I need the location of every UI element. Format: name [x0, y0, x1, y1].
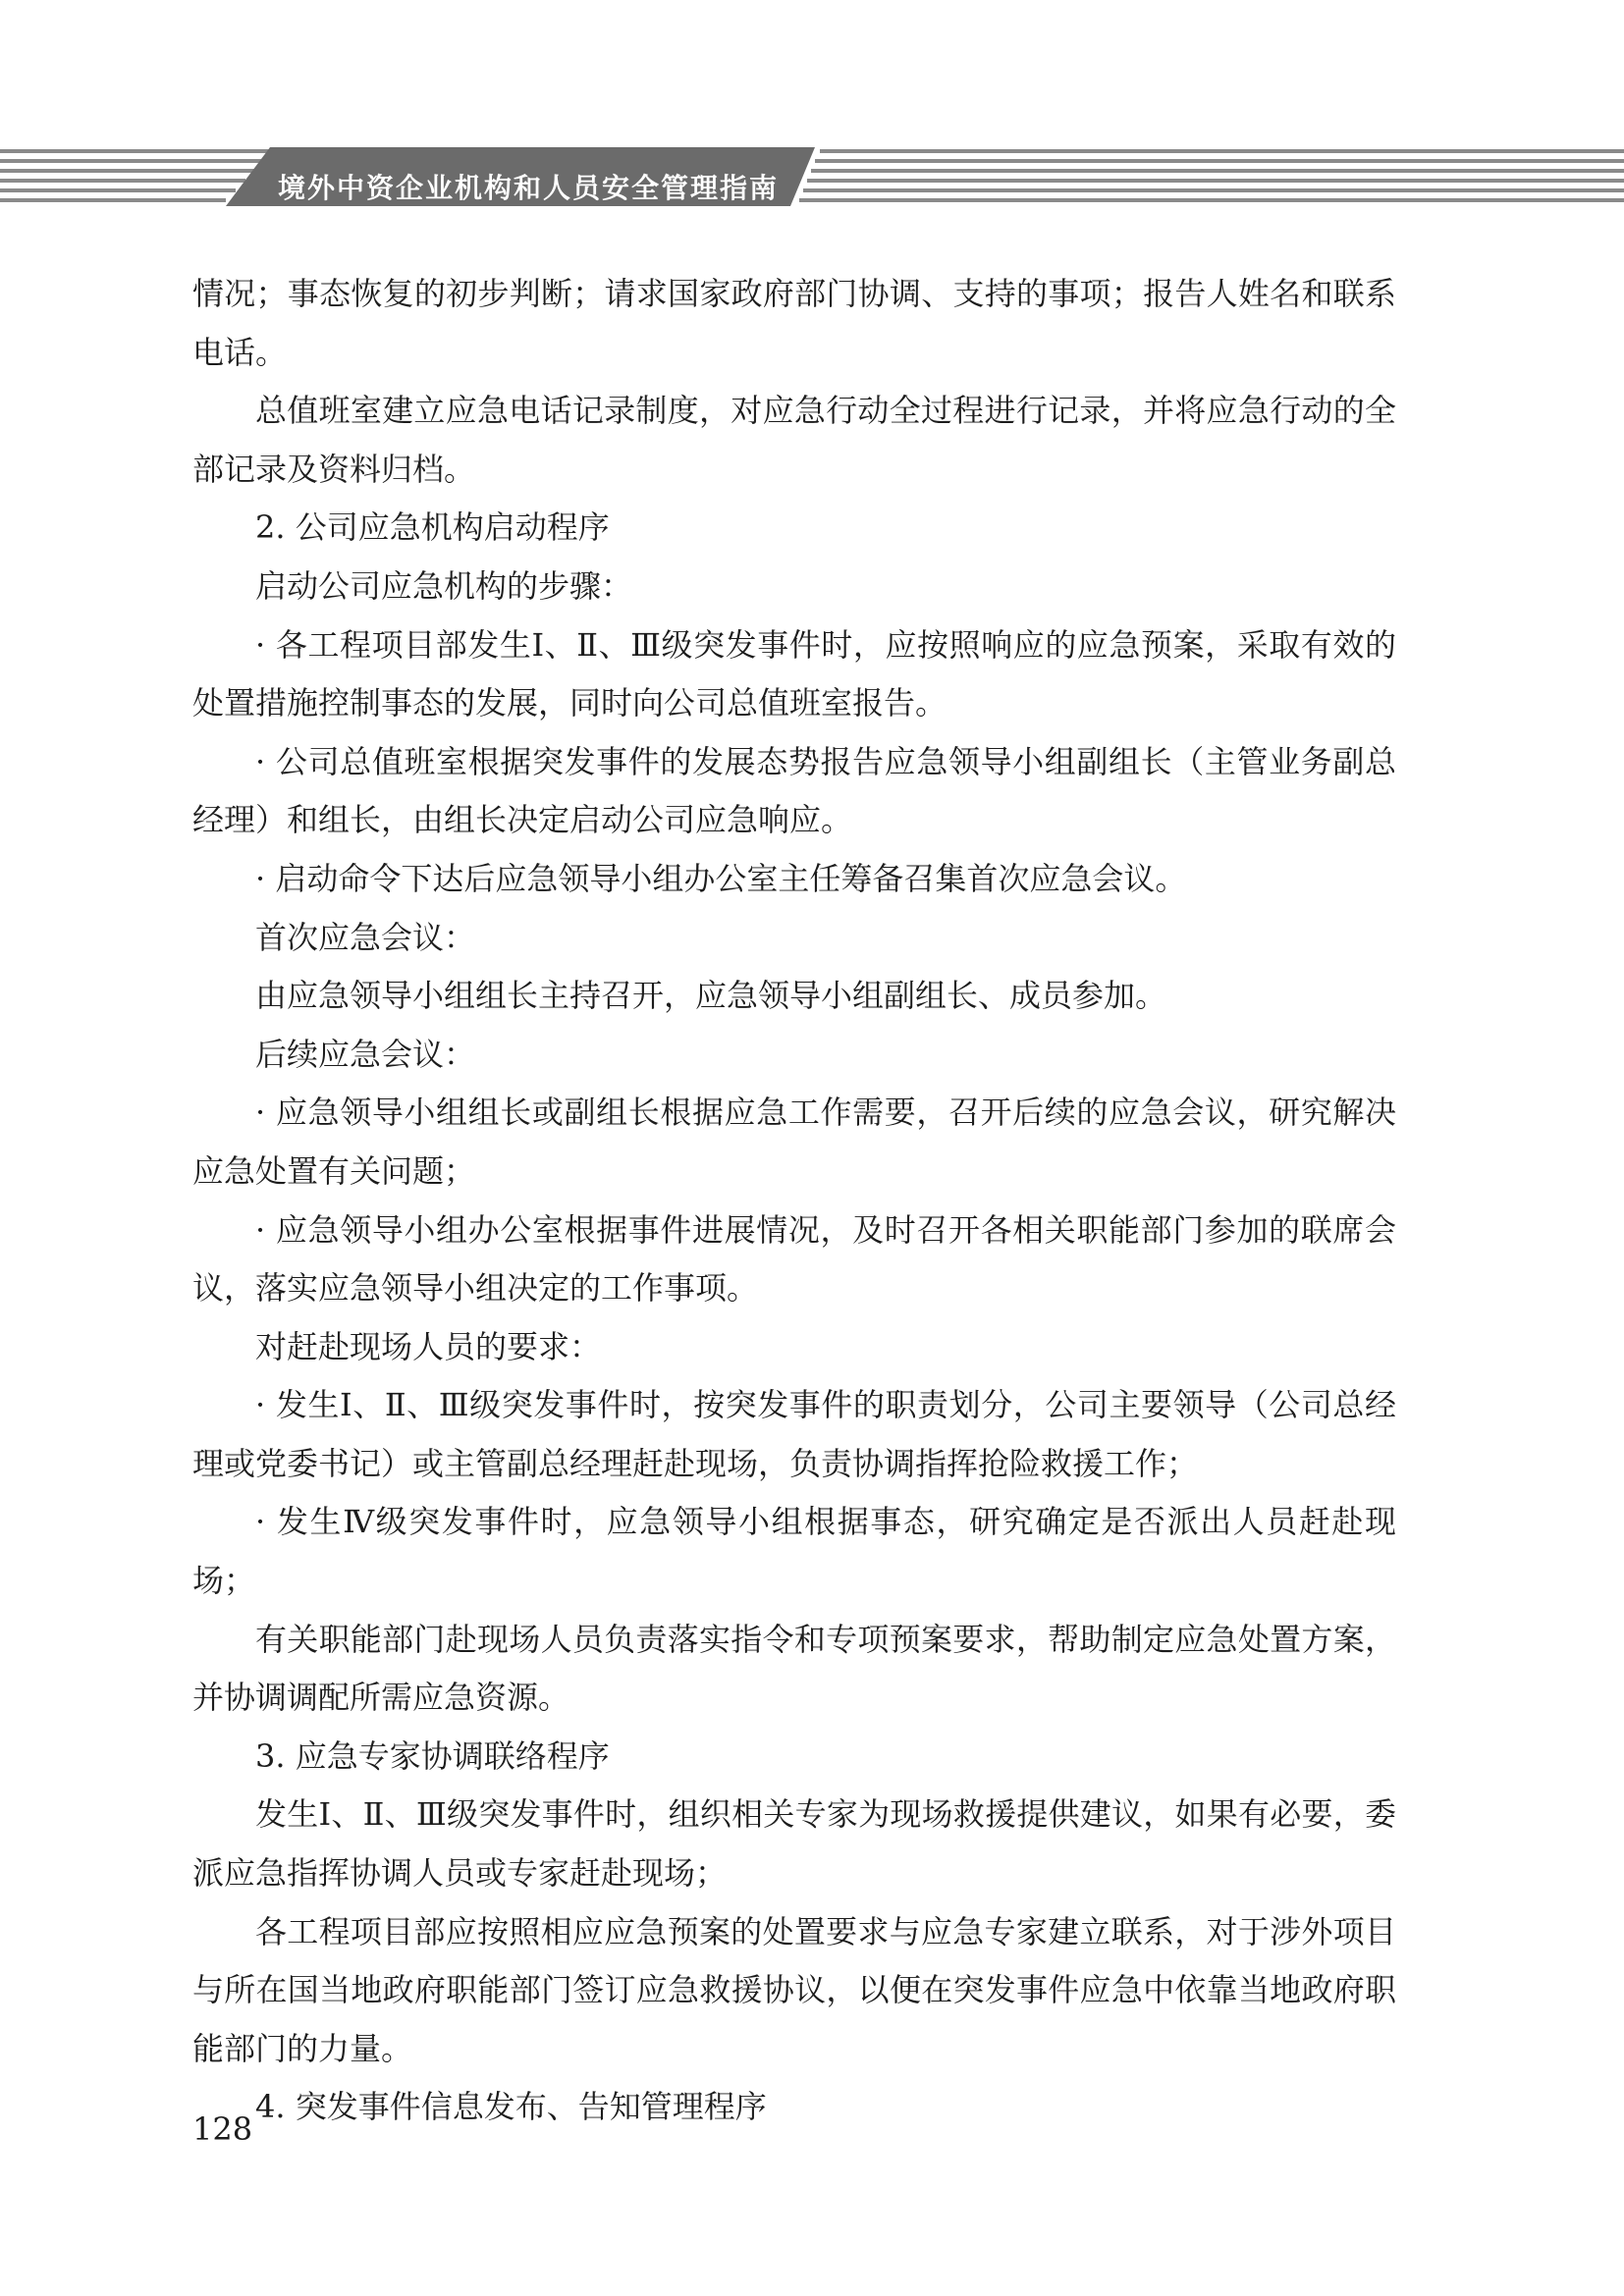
- header-band: [0, 147, 1624, 206]
- bullet-item: · 发生Ⅳ级突发事件时，应急领导小组根据事态，研究确定是否派出人员赶赴现场；: [192, 1503, 1396, 1600]
- paragraph: 启动公司应急机构的步骤：: [255, 566, 633, 605]
- section-heading: 3. 应急专家协调联络程序: [255, 1736, 610, 1775]
- paragraph: 各工程项目部应按照相应应急预案的处置要求与应急专家建立联系，对于涉外项目与所在国当地政府职能部门签订应急救援协议，以便在突发事件应急中依靠当地政府职能部门的力量。: [192, 1912, 1396, 2067]
- bullet-item: · 启动命令下达后应急领导小组办公室主任筹备召集首次应急会议。: [255, 859, 1187, 897]
- paragraph: 有关职能部门赴现场人员负责落实指令和专项预案要求，帮助制定应急处置方案，并协调调配所需应急资源。: [192, 1620, 1396, 1717]
- bullet-item: · 各工程项目部发生Ⅰ、Ⅱ、Ⅲ级突发事件时，应按照响应的应急预案，采取有效的处置措施控制事态的发展，同时向公司总值班室报告。: [192, 625, 1396, 722]
- bullet-item: · 应急领导小组组长或副组长根据应急工作需要，召开后续的应急会议，研究解决应急处置有关问题；: [192, 1094, 1396, 1190]
- header-stripes-right: [799, 149, 1624, 202]
- paragraph: 后续应急会议：: [255, 1035, 476, 1073]
- bullet-item: · 应急领导小组办公室根据事件进展情况，及时召开各相关职能部门参加的联席会议，落实应急领导小组决定的工作事项。: [192, 1210, 1396, 1308]
- body-text: [192, 265, 1396, 2137]
- paragraph: 情况；事态恢复的初步判断；请求国家政府部门协调、支持的事项；报告人姓名和联系电话。: [192, 275, 1396, 371]
- page-number: 128: [192, 2110, 253, 2148]
- running-header-title: 境外中资企业机构和人员安全管理指南: [278, 172, 780, 204]
- section-heading: 2. 公司应急机构启动程序: [255, 508, 610, 547]
- paragraph: 总值班室建立应急电话记录制度，对应急行动全过程进行记录，并将应急行动的全部记录及资料归档。: [192, 392, 1396, 488]
- paragraph: 首次应急会议：: [255, 918, 476, 956]
- paragraph: 由应急领导小组组长主持召开，应急领导小组副组长、成员参加。: [255, 977, 1167, 1015]
- section-heading: 4. 突发事件信息发布、告知管理程序: [255, 2088, 767, 2126]
- paragraph: 对赶赴现场人员的要求：: [255, 1327, 602, 1365]
- bullet-item: · 公司总值班室根据突发事件的发展态势报告应急领导小组副组长（主管业务副总经理）和组长，由组长决定启动公司应急响应。: [192, 742, 1396, 839]
- paragraph: 发生Ⅰ、Ⅱ、Ⅲ级突发事件时，组织相关专家为现场救援提供建议，如果有必要，委派应急指挥协调人员或专家赶赴现场；: [192, 1795, 1396, 1893]
- bullet-item: · 发生Ⅰ、Ⅱ、Ⅲ级突发事件时，按突发事件的职责划分，公司主要领导（公司总经理或党委书记）或主管副总经理赶赴现场，负责协调指挥抢险救援工作；: [192, 1386, 1396, 1482]
